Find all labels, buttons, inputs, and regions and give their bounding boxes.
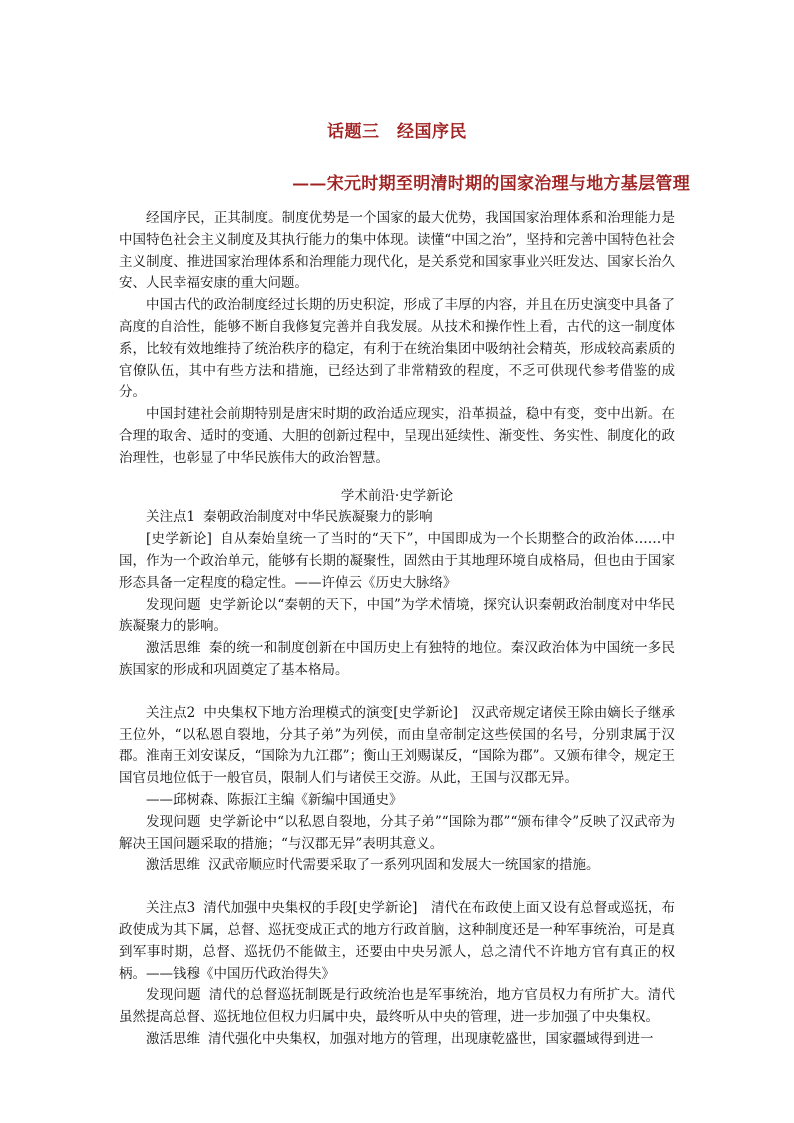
focus3-thinking-label: 激活思维 (146, 1030, 200, 1047)
section-title: 学术前沿·史学新论 (340, 487, 454, 504)
focus1-problem (119, 595, 675, 639)
page-subtitle: ——宋元时期至明清时期的国家治理与地方基层管理 (292, 174, 690, 194)
spacer (119, 682, 675, 703)
focus2-heading (119, 703, 675, 790)
focus1-source-text: 自从秦始皇统一了当时的“天下”，中国即成为一个长期整合的政治体……中国，作为一个政治单元，能够有长期的凝聚性，固然由于其地理环境自成格局，但也由于国家形态具备一定程度的稳定性。——许倬云《历史大脉络》 (119, 531, 675, 591)
focus3-problem-text: 清代的总督巡抚制既是行政统治也是军事统治，地方官员权力有所扩大。清代虽然提高总督、巡抚地位但权力归属中央，最终听从中央的管理，进一步加强了中央集权。 (119, 987, 676, 1026)
focus1-thinking-text: 秦的统一和制度创新在中国历史上有独特的地位。秦汉政治体为中国统一多民族国家的形成和巩固奠定了基本格局。 (119, 640, 676, 678)
focus3-problem-label: 发现问题 (146, 987, 201, 1004)
focus1-problem-label: 发现问题 (146, 596, 201, 613)
focus2-source: ——邱树森、陈振江主编《新编中国通史》 (146, 791, 403, 808)
focus2-thinking-label: 激活思维 (146, 857, 200, 874)
focus2-problem-text: 史学新论中“以私恩自裂地，分其子弟”“国除为郡”“颁布律令”反映了汉武帝为解决王国问题采取的措施；“与汉郡无异”表明其意义。 (119, 813, 675, 852)
focus1-heading-label: 关注点1 (146, 509, 196, 526)
focus1-problem-text: 史学新论以“秦朝的天下，中国”为学术情境，探究认识秦朝政治制度对中华民族凝聚力的影响。 (119, 596, 675, 635)
focus1-heading (119, 507, 675, 529)
focus1-source (119, 529, 675, 594)
focus3-heading (119, 898, 675, 985)
spacer (119, 877, 675, 898)
focus3-thinking-text: 清代强化中央集权，加强对地方的管理，出现康乾盛世，国家疆域得到进一 (208, 1030, 654, 1047)
focus3-problem (119, 985, 675, 1029)
focus2-heading-text: 中央集权下地方治理模式的演变[史学新论] 汉武帝规定诸侯王除由嫡长子继承王位外，“以私恩自裂地，分其子弟”为列侯，而由皇帝制定这些侯国的名号，分别隶属于汉郡。淮南王刘安谋反，“国除为九江郡”；衡山王刘赐谋反，“国除为郡”。又颁布律令，规定王国官员地位低于一般官员，限制人们与诸侯王交游。从此，王国与汉郡无异。 (119, 704, 675, 787)
page-title: 话题三 经国序民 (327, 122, 467, 142)
focus2-thinking (119, 855, 675, 877)
focus3-heading-label: 关注点3 (146, 900, 196, 917)
intro-paragraph-2: 中国古代的政治制度经过长期的历史积淀，形成了丰厚的内容，并且在历史演变中具备了高度的自洽性，能够不断自我修复完善并自我发展。从技术和操作性上看，古代的这一制度体系，比较有效地维持了统治秩序的稳定，有利于在统治集团中吸纳社会精英，形成较高素质的官僚队伍，其中有些方法和措施，已经达到了非常精致的程度，不乏可供现代参考借鉴的成分。 (119, 297, 675, 401)
focus1-source-label: [史学新论] (146, 531, 212, 548)
focus3-heading-text: 清代加强中央集权的手段[史学新论] 清代在布政使上面又设有总督或巡抚，布政使成为其下属，总督、巡抚变成正式的地方行政首脑，这种制度还是一种军事统治，可是真到军事时期，总督、巡抚仍不能做主，还要由中央另派人，总之清代不许地方官有真正的权柄。——钱穆《中国历代政治得失》 (119, 900, 675, 982)
focus2-problem (119, 812, 675, 856)
intro-paragraph-1: 经国序民，正其制度。制度优势是一个国家的最大优势，我国国家治理体系和治理能力是中国特色社会主义制度及其执行能力的集中体现。读懂“中国之治”，坚持和完善中国特色社会主义制度、推进国家治理体系和治理能力现代化，是关系党和国家事业兴旺发达、国家长治久安、人民幸福安康的重大问题。 (119, 210, 675, 292)
focus2-heading-label: 关注点2 (146, 704, 196, 721)
focus1-heading-text: 秦朝政治制度对中华民族凝聚力的影响 (203, 509, 433, 526)
intro-paragraph-3: 中国封建社会前期特别是唐宋时期的政治适应现实，沿革损益，稳中有变，变中出新。在合理的取舍、适时的变通、大胆的创新过程中，呈现出延续性、渐变性、务实性、制度化的政治理性，也彰显了中华民族伟大的政治智慧。 (119, 406, 675, 466)
focus2-problem-label: 发现问题 (146, 813, 201, 830)
document-content (119, 120, 690, 1051)
focus1-thinking (119, 638, 675, 682)
focus1-thinking-label: 激活思维 (146, 640, 201, 657)
focus2-thinking-text: 汉武帝顺应时代需要采取了一系列巩固和发展大一统国家的措施。 (208, 857, 600, 874)
focus3-thinking (119, 1029, 675, 1051)
